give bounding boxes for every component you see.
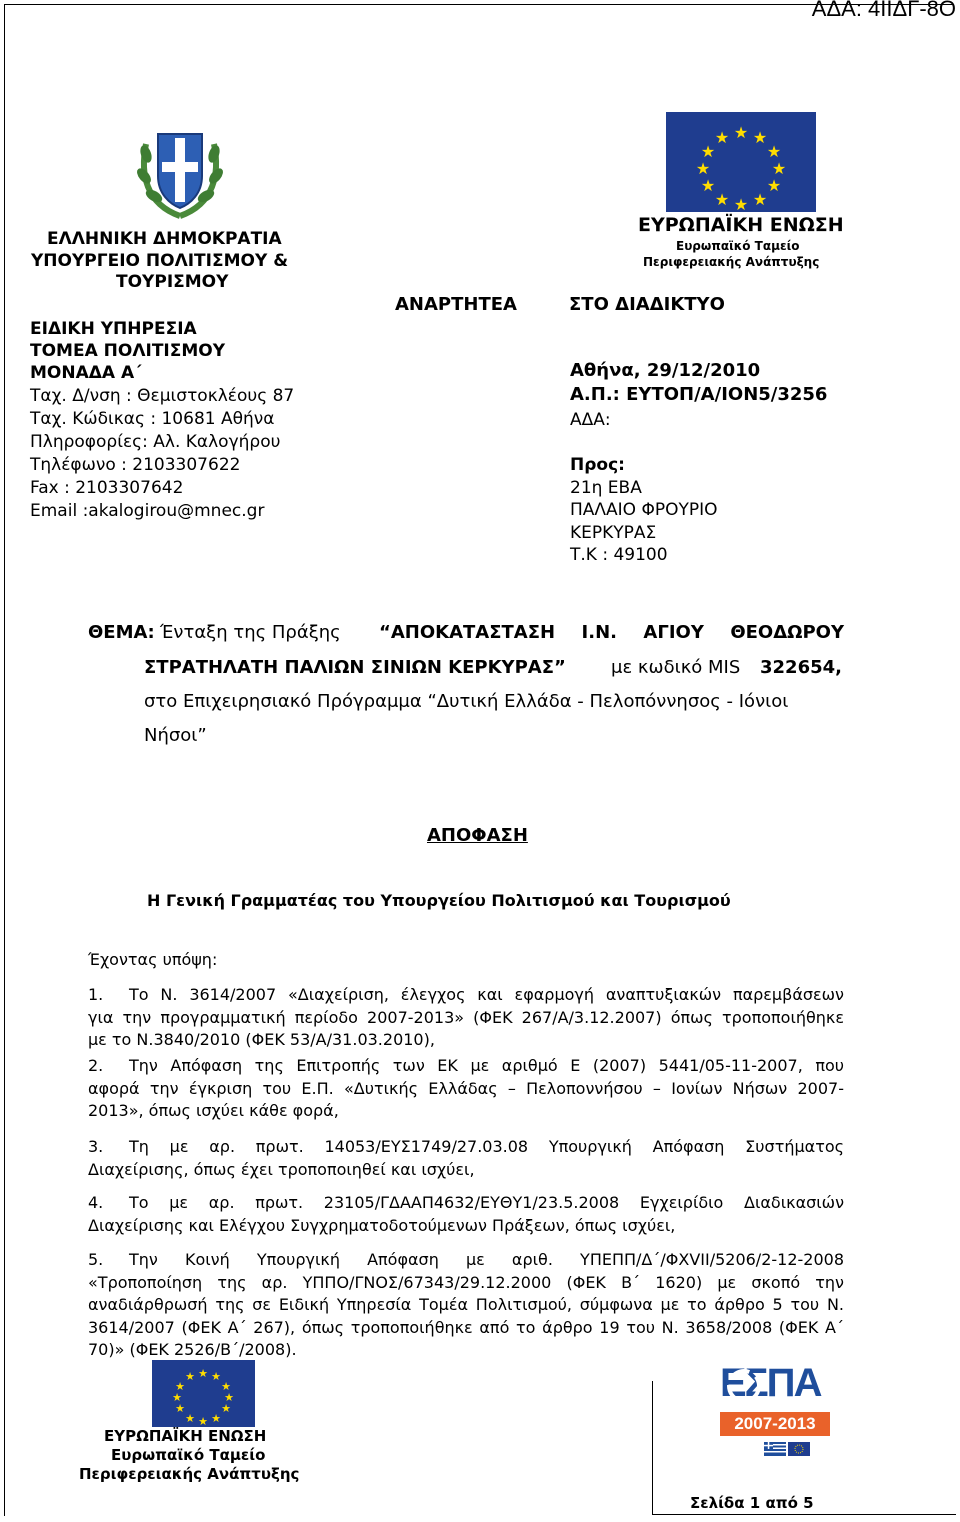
considering-label: Έχοντας υπόψη: [88, 950, 218, 969]
sender-email: Email :akalogirou@mnec.gr [30, 501, 265, 521]
page-prefix: Σελίδα [690, 1494, 745, 1512]
svg-text:★: ★ [700, 142, 716, 161]
svg-text:★: ★ [221, 1380, 231, 1393]
greek-flag-icon [764, 1442, 786, 1456]
ada-stamp: ΑΔΑ: 4ΙΙΔΓ-8Ο [811, 0, 956, 21]
sender-line-3: ΤΟΥΡΙΣΜΟΥ [116, 272, 229, 292]
item-number: 5. [88, 1250, 104, 1269]
item-line: Διαχείρισης και Ελέγχου Συγχρηματοδοτούμενων Πράξεων, όπως ισχύει, [88, 1215, 676, 1235]
espa-logo [720, 1360, 830, 1460]
svg-text:★: ★ [700, 176, 716, 195]
espa-logo-title: ΕΣΠΑ [720, 1361, 821, 1405]
svg-text:★: ★ [771, 159, 787, 178]
subject-line-2c: 322654, [760, 657, 842, 678]
item-line: για την προγραμματική περίοδο 2007-2013» (ΦΕΚ 267/Α/3.12.2007) όπως τροποποιήθηκε [88, 1007, 844, 1027]
subject-line-4: Νήσοι” [144, 725, 207, 746]
to-label: Προς: [570, 455, 625, 475]
eu-header-sub2: Περιφερειακής Ανάπτυξης [643, 255, 820, 269]
svg-text:★: ★ [766, 176, 782, 195]
posting-left: ΑΝΑΡΤΗΤΕΑ [395, 294, 517, 315]
svg-text:★: ★ [752, 128, 768, 147]
item-line: Την Απόφαση της Επιτροπής των ΕΚ με αριθμό Ε (2007) 5441/05-11-2007, που [129, 1056, 844, 1075]
svg-text:★: ★ [175, 1380, 185, 1393]
item-line: 3614/2007 (ΦΕΚ Α΄ 267), όπως τροποποιήθηκε από το άρθρο 19 του Ν. 3658/2008 (ΦΕΚ Α΄ [88, 1317, 844, 1337]
espa-swirl-icon [724, 1366, 764, 1406]
item-line: «Τροποποίηση της αρ. ΥΠΠΟ/ΓΝΟΣ/67343/29.12.2000 (ΦΕΚ Β΄ 1620) με σκοπό την [88, 1272, 844, 1292]
svg-text:★: ★ [198, 1367, 208, 1380]
page-indicator [690, 1494, 814, 1512]
svg-text:★: ★ [733, 123, 749, 142]
svg-text:★: ★ [714, 128, 730, 147]
svg-text:★: ★ [211, 1412, 221, 1425]
sender-line-6: ΜΟΝΑΔΑ Α΄ [30, 363, 142, 383]
footer-eu-sub2: Περιφερειακής Ανάπτυξης [79, 1465, 300, 1483]
decision-authority: Η Γενική Γραμματέας του Υπουργείου Πολιτισμού και Τουρισμού [147, 891, 731, 910]
protocol-number: Α.Π.: ΕΥΤΟΠ/Α/ΙΟΝ5/3256 [570, 384, 828, 405]
footer-rule [652, 1381, 653, 1515]
svg-text:★: ★ [733, 195, 749, 212]
greek-coat-of-arms-icon [136, 124, 224, 220]
recipient-line-2: ΠΑΛΑΙΟ ΦΡΟΥΡΙΟ [570, 500, 718, 520]
recipient-line-1: 21η ΕΒΑ [570, 478, 642, 498]
footer-eu-flag-icon [152, 1360, 255, 1427]
sender-fax: Fax : 2103307642 [30, 478, 184, 498]
svg-text:★: ★ [221, 1402, 231, 1415]
eu-flag-icon [666, 112, 816, 212]
page-number: 1 [749, 1494, 761, 1512]
sender-line-2: ΥΠΟΥΡΓΕΙΟ ΠΟΛΙΤΙΣΜΟΥ & [31, 251, 289, 271]
svg-text:★: ★ [714, 190, 730, 209]
footer-eu-sub1: Ευρωπαϊκό Ταμείο [111, 1446, 266, 1464]
eu-flag-small-icon [788, 1442, 810, 1456]
posting-right: ΣΤΟ ΔΙΑΔΙΚΤΥΟ [569, 294, 725, 315]
letter-date: Αθήνα, 29/12/2010 [570, 360, 761, 381]
item-number: 1. [88, 985, 104, 1004]
footer-eu-title: ΕΥΡΩΠΑΪΚΗ ΕΝΩΣΗ [104, 1427, 267, 1445]
item-line: 70)» (ΦΕΚ 2526/Β΄/2008). [88, 1340, 297, 1359]
eu-header-title: ΕΥΡΩΠΑΪΚΗ ΕΝΩΣΗ [638, 214, 844, 236]
item-line: Την Κοινή Υπουργική Απόφαση με αριθ. ΥΠΕΠΠ/Δ΄/ΦΧVΙΙ/5206/2-12-2008 [129, 1250, 844, 1269]
item-line: αναδιάρθρωσή της σε Ειδική Υπηρεσία Τομέα Πολιτισμού, σύμφωνα με το άρθρο 5 του Ν. [88, 1295, 844, 1314]
subject-line-2b: με κωδικό MIS [611, 657, 741, 678]
item-line: με το Ν.3840/2010 (ΦΕΚ 53/Α/31.03.2010), [88, 1030, 435, 1049]
subject-line-1a: Ένταξη της Πράξης [160, 622, 341, 643]
page-total: 5 [803, 1494, 814, 1512]
item-line: αφορά την έγκριση του Ε.Π. «Δυτικής Ελλάδας – Πελοποννήσου – Ιονίων Νήσων 2007- [88, 1078, 844, 1098]
item-number: 4. [88, 1193, 104, 1212]
ada-label: ΑΔΑ: [570, 410, 611, 430]
eu-header-sub1: Ευρωπαϊκό Ταμείο [676, 239, 800, 253]
item-line: 2013», όπως ισχύει κάθε φορά, [88, 1101, 339, 1120]
subject-line-1b: “ΑΠΟΚΑΤΑΣΤΑΣΗ Ι.Ν. ΑΓΙΟΥ ΘΕΟΔΩΡΟΥ [379, 622, 844, 643]
svg-text:★: ★ [185, 1412, 195, 1425]
item-number: 2. [88, 1056, 104, 1075]
svg-text:★: ★ [172, 1391, 182, 1404]
item-line: Διαχείρισης, όπως έχει τροποποιηθεί και ισχύει, [88, 1159, 475, 1179]
item-line: Το Ν. 3614/2007 «Διαχείριση, έλεγχος και εφαρμογή αναπτυξιακών παρεμβάσεων [129, 985, 844, 1004]
sender-postal: Ταχ. Κώδικας : 10681 Αθήνα [30, 409, 275, 429]
item-line: Τη με αρ. πρωτ. 14053/ΕΥΣ1749/27.03.08 Υπουργική Απόφαση Συστήματος [129, 1137, 844, 1156]
subject-line-2a: ΣΤΡΑΤΗΛΑΤΗ ΠΑΛΙΩΝ ΣΙΝΙΩΝ ΚΕΡΚΥΡΑΣ” [144, 657, 566, 678]
sender-info: Πληροφορίες: Αλ. Καλογήρου [30, 432, 281, 452]
recipient-line-4: Τ.Κ : 49100 [570, 545, 668, 565]
svg-text:★: ★ [211, 1370, 221, 1383]
sender-line-1: ΕΛΛΗΝΙΚΗ ΔΗΜΟΚΡΑΤΙΑ [47, 229, 282, 249]
svg-text:★: ★ [175, 1402, 185, 1415]
subject-label: ΘΕΜΑ: [88, 622, 155, 643]
svg-text:★: ★ [198, 1415, 208, 1427]
sender-line-5: ΤΟΜΕΑ ΠΟΛΙΤΙΣΜΟΥ [30, 341, 226, 361]
recipient-line-3: ΚΕΡΚΥΡΑΣ [570, 523, 657, 543]
svg-text:★: ★ [695, 159, 711, 178]
sender-address: Ταχ. Δ/νση : Θεμιστοκλέους 87 [30, 386, 295, 406]
footer-bottom-rule [652, 1514, 956, 1515]
svg-text:★: ★ [752, 190, 768, 209]
sender-phone: Τηλέφωνο : 2103307622 [30, 455, 241, 475]
svg-text:★: ★ [224, 1391, 234, 1404]
decision-title: ΑΠΟΦΑΣΗ [427, 825, 528, 846]
sender-line-4: ΕΙΔΙΚΗ ΥΠΗΡΕΣΙΑ [30, 319, 197, 339]
espa-logo-years: 2007-2013 [720, 1412, 830, 1436]
page-of: από [765, 1494, 798, 1512]
item-line: Το με αρ. πρωτ. 23105/ΓΔΑΑΠ4632/ΕΥΘΥ1/23.5.2008 Εγχειρίδιο Διαδικασιών [129, 1193, 844, 1212]
subject-line-3: στο Επιχειρησιακό Πρόγραμμα “Δυτική Ελλάδα - Πελοπόννησος - Ιόνιοι [144, 691, 789, 712]
svg-text:★: ★ [185, 1370, 195, 1383]
svg-text:★: ★ [766, 142, 782, 161]
item-number: 3. [88, 1137, 104, 1156]
